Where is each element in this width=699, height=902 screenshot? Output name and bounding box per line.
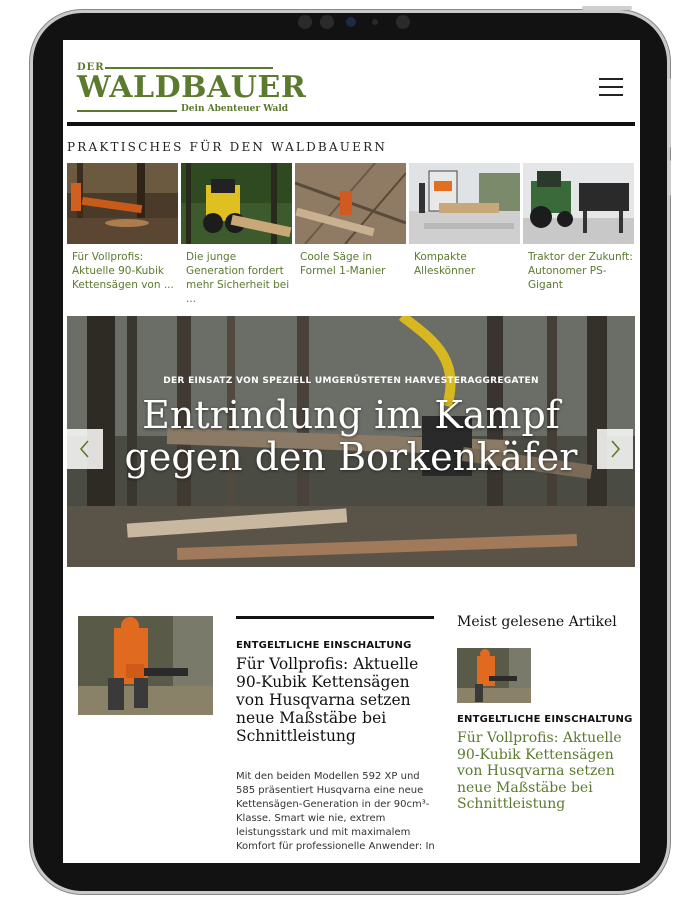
logo-rule — [105, 67, 273, 69]
teaser-card[interactable] — [181, 163, 292, 306]
teaser-caption[interactable]: Traktor der Zukunft: Autonomer PS-Gigant — [528, 251, 633, 291]
sensor — [372, 19, 378, 25]
teaser-image[interactable] — [523, 163, 634, 244]
section-heading: PRAKTISCHES FÜR DEN WALDBAUERN — [67, 140, 388, 154]
logo-rule — [77, 110, 177, 112]
teaser-card[interactable] — [409, 163, 520, 278]
sensor — [396, 15, 410, 29]
most-read-kicker: ENTGELTLICHE EINSCHALTUNG — [457, 714, 633, 725]
teaser-caption[interactable]: Für Vollprofis: Aktuelle 90-Kubik Kettensägen von ... — [72, 251, 174, 291]
sensor — [298, 15, 312, 29]
teaser-caption[interactable]: Die junge Generation fordert mehr Sicherheit bei ... — [186, 251, 290, 305]
most-read-heading: Meist gelesene Artikel — [457, 614, 617, 630]
teaser-card[interactable] — [67, 163, 178, 292]
next-slide-button[interactable] — [597, 429, 633, 469]
article-image[interactable] — [78, 616, 213, 715]
hero-title-line: Entrindung im Kampf — [142, 393, 560, 437]
browser-screen — [63, 40, 640, 863]
previous-slide-button[interactable] — [67, 429, 103, 469]
logo-wordmark: WALDBAUER — [77, 70, 307, 105]
most-read-image[interactable] — [457, 648, 531, 703]
header-divider — [67, 122, 635, 126]
most-read-title[interactable]: Für Vollprofis: Aktuelle 90-Kubik Kettensägen von Husqvarna setzen neue Maßstäbe bei Schnittleistung — [457, 730, 622, 812]
article-kicker: ENTGELTLICHE EINSCHALTUNG — [236, 640, 412, 651]
teaser-image[interactable] — [409, 163, 520, 244]
logo-prefix: DER — [77, 62, 105, 73]
volume-button — [667, 160, 671, 196]
teaser-card[interactable] — [523, 163, 634, 292]
article-excerpt: Mit den beiden Modellen 592 XP und 585 präsentiert Husqvarna eine neue Kettensägen-Generation in der 90cm³-Klasse. Smart wie nie, extrem leistungsstark und mit maximalem Komfort für professionelle Anwender: In — [236, 771, 435, 852]
hero-title[interactable] — [67, 394, 635, 478]
teaser-image[interactable] — [295, 163, 406, 244]
hamburger-icon[interactable] — [599, 78, 623, 98]
power-button — [582, 6, 632, 10]
teaser-image[interactable] — [67, 163, 178, 244]
volume-button — [667, 78, 671, 148]
camera-lens — [346, 17, 356, 27]
site-logo[interactable] — [77, 58, 307, 118]
hero-slider[interactable] — [67, 316, 635, 567]
article-title[interactable]: Für Vollprofis: Aktuelle 90-Kubik Kettensägen von Husqvarna setzen neue Maßstäbe bei Schnittleistung — [236, 655, 419, 745]
hero-title-line: gegen den Borkenkäfer — [124, 435, 578, 479]
teaser-card[interactable] — [295, 163, 406, 278]
teaser-caption[interactable]: Coole Säge in Formel 1-Manier — [300, 251, 386, 277]
hero-kicker: DER EINSATZ VON SPEZIELL UMGERÜSTETEN HARVESTERAGGREGATEN — [163, 376, 539, 386]
teaser-image[interactable] — [181, 163, 292, 244]
chevron-right-icon — [597, 429, 633, 469]
chevron-left-icon — [67, 429, 103, 469]
logo-tagline: Dein Abenteuer Wald — [181, 104, 289, 114]
teaser-caption[interactable]: Kompakte Alleskönner — [414, 251, 476, 277]
sensor — [320, 15, 334, 29]
article-divider — [236, 616, 434, 619]
